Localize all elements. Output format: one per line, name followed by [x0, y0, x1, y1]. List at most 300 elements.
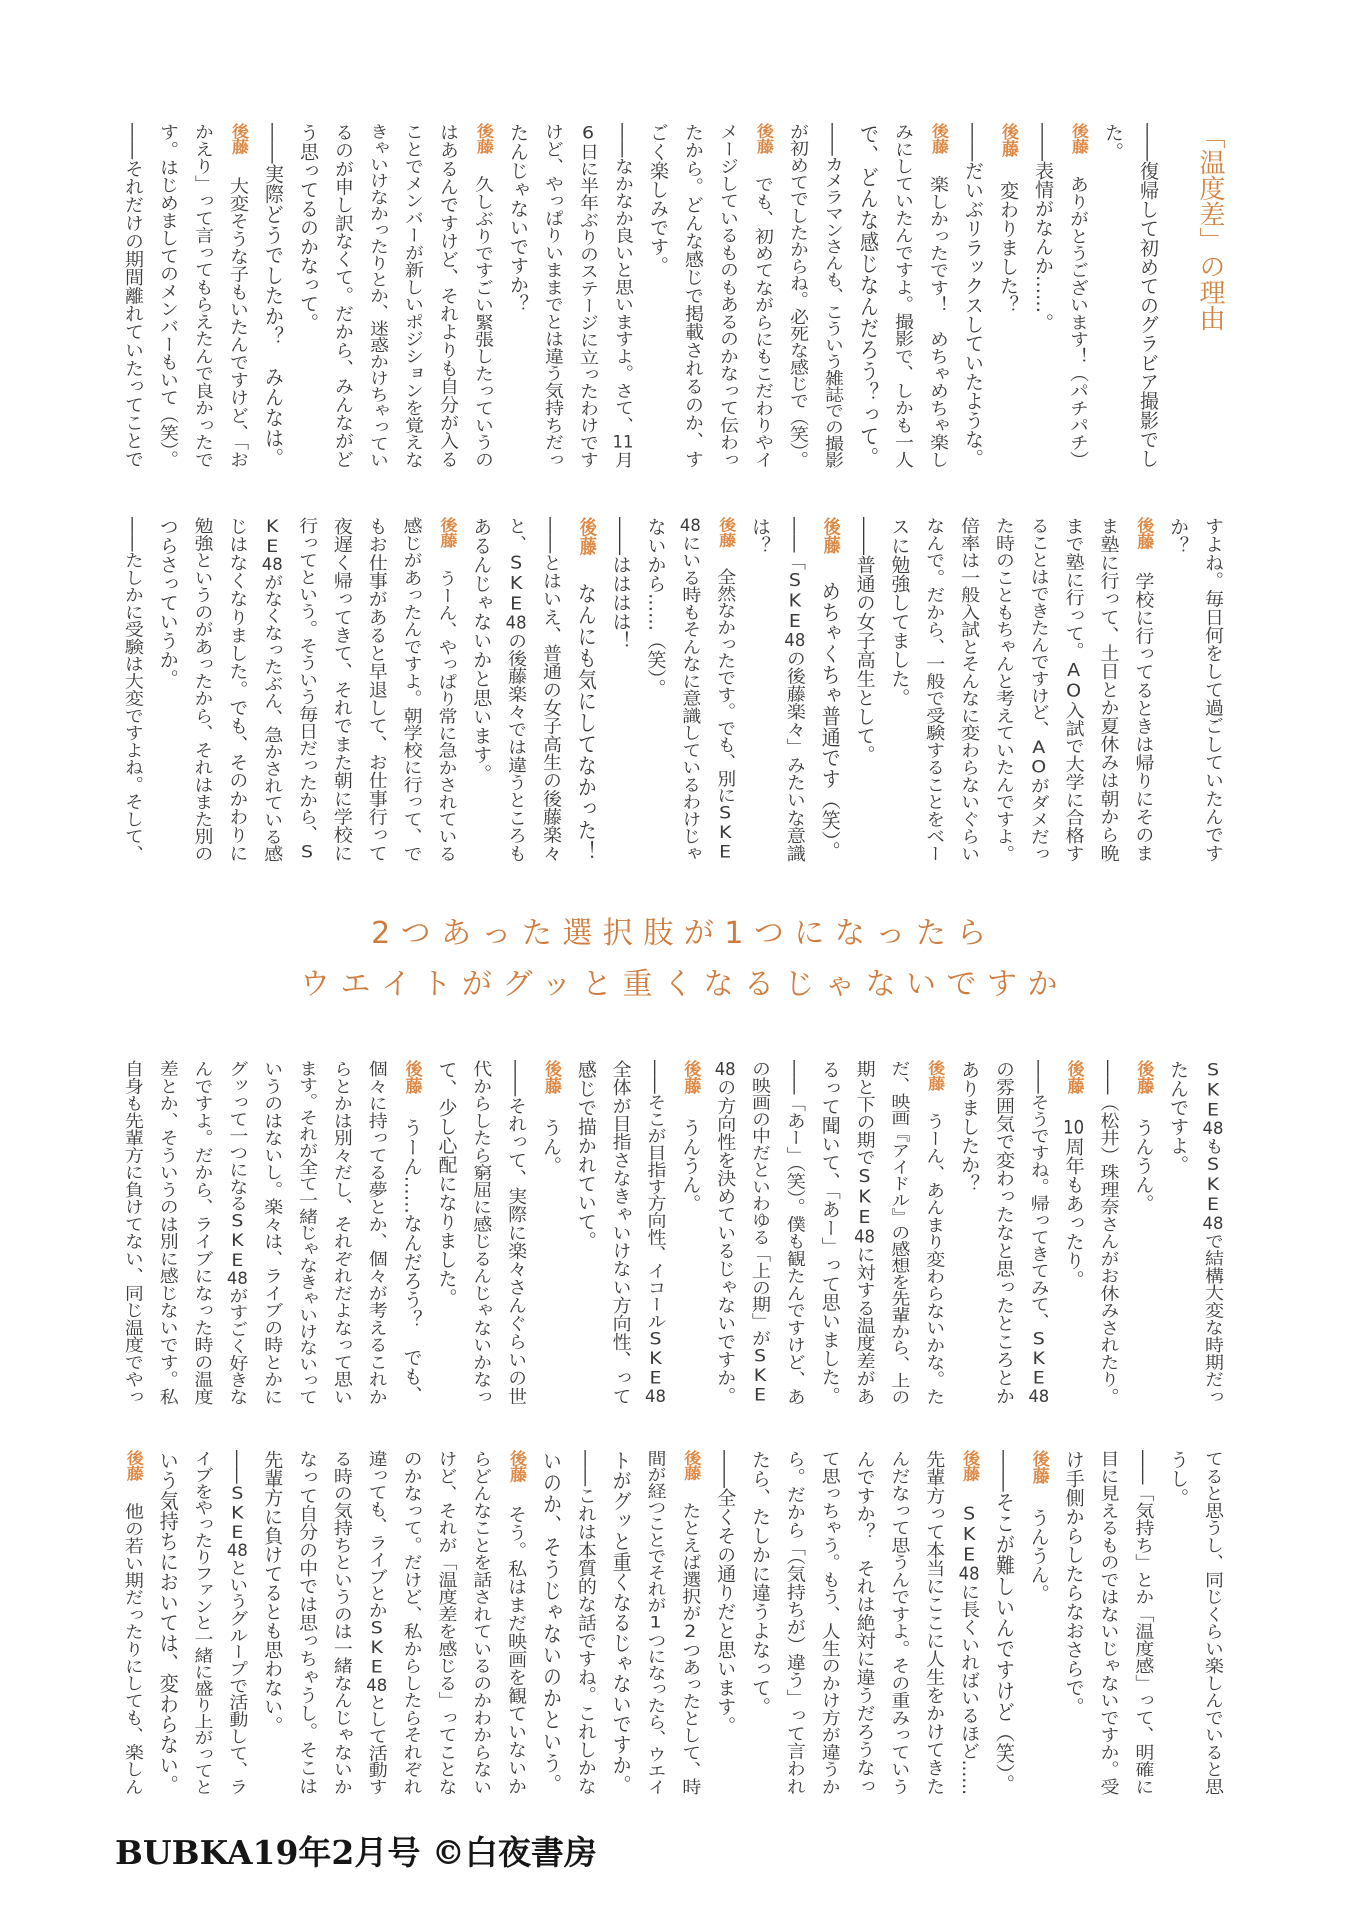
column-text: るって聞いて、「あー」って思いました。	[818, 1060, 841, 1405]
text-column	[1060, 123, 1095, 468]
speaker-label: 後藤	[1028, 1450, 1049, 1484]
column-line	[505, 1450, 527, 1795]
column-line	[540, 1060, 562, 1175]
column-line	[854, 1060, 876, 1405]
text-column	[1056, 517, 1091, 862]
column-text: ――はははは！	[609, 517, 632, 650]
column-line	[332, 123, 354, 468]
text-column	[1125, 1450, 1160, 1795]
column-line	[577, 123, 599, 468]
column-text: 目に見えるものではないじゃないですか。受	[1097, 1450, 1120, 1795]
column-line	[1132, 1450, 1154, 1795]
column-line	[122, 1060, 144, 1405]
text-column	[1125, 1060, 1160, 1405]
column-line	[714, 517, 736, 862]
text-tier-3	[115, 1060, 1230, 1405]
column-line	[261, 1450, 283, 1735]
column-text: のかなって。だけど、私からしたらそれぞれ	[400, 1450, 423, 1795]
speaker-label: 後藤	[228, 123, 248, 155]
column-text: だ、映画『アイドル』の感想を先輩から、上の	[888, 1060, 911, 1405]
text-column	[185, 123, 220, 468]
text-column	[986, 1060, 1021, 1405]
column-line	[261, 517, 283, 862]
column-line	[366, 517, 388, 862]
column-line	[507, 123, 529, 313]
column-line	[717, 123, 739, 468]
text-column	[463, 1060, 498, 1405]
column-line	[366, 1060, 388, 1405]
text-column	[742, 1450, 777, 1795]
column-text: ――なかなか良いと思いますよ。さて、11月	[612, 123, 634, 468]
text-column	[882, 1060, 917, 1405]
text-column	[1021, 517, 1056, 862]
column-text: うんうん。	[1132, 1118, 1155, 1213]
column-text: たら、たしかに違うよなって。	[749, 1450, 772, 1716]
column-text: ないから……（笑）。	[644, 517, 667, 698]
text-column	[1056, 1060, 1091, 1405]
column-text: 差とか、そういうのは別に感じないです。私	[156, 1060, 179, 1405]
text-column	[812, 517, 847, 895]
column-text: ことでメンバーが新しいポジションを覚えな	[402, 123, 424, 468]
column-line	[1028, 517, 1050, 862]
column-line	[540, 1450, 562, 1795]
text-column	[185, 1060, 220, 1405]
column-text: で、どんな感じなんだろう？って。	[857, 123, 879, 468]
text-tier-1	[115, 123, 1230, 468]
column-line	[1202, 1450, 1224, 1795]
column-text: うーん、やっぱり常に急かされている	[435, 569, 458, 862]
column-line	[227, 123, 249, 468]
text-column	[360, 123, 395, 468]
text-column	[324, 1450, 359, 1795]
text-column	[220, 1450, 255, 1795]
column-text: 全体が目指さなきゃいけない方向性、って	[609, 1060, 632, 1405]
column-line	[296, 1060, 318, 1405]
column-line	[1102, 123, 1124, 161]
column-line	[1028, 1450, 1050, 1603]
column-line	[575, 1060, 597, 1250]
column-text: スに勉強してました。	[888, 517, 911, 707]
text-column	[812, 1450, 847, 1795]
column-line	[784, 517, 806, 862]
column-text: ――そこが難しいんですけど（笑）。	[992, 1450, 1015, 1795]
column-text: た。	[1102, 123, 1124, 161]
text-column	[150, 123, 185, 468]
column-text: そう。私はまだ映画を観ていないか	[505, 1505, 528, 1795]
column-line	[157, 517, 179, 688]
text-column	[885, 123, 920, 468]
text-tier-2	[115, 517, 1230, 862]
column-text: いのか、そうじゃないのかという。	[539, 1450, 562, 1795]
text-column	[777, 517, 812, 862]
column-line	[331, 1450, 353, 1795]
column-text: たんですよ。	[1167, 1060, 1190, 1174]
speaker-label: 後藤	[715, 517, 736, 548]
column-text: の雰囲気で変わったなと思ったところとか	[992, 1060, 1015, 1405]
column-text: た時のこともちゃんと考えていたんですよ。	[992, 517, 1015, 862]
text-column	[185, 1450, 220, 1795]
text-column	[568, 517, 603, 907]
column-line	[610, 517, 632, 650]
column-text: うん。	[539, 1118, 562, 1175]
text-column	[745, 123, 780, 468]
column-text: 代からしたら窮屈に感じるんじゃないかなっ	[470, 1060, 493, 1405]
text-column	[150, 1450, 185, 1818]
column-text: ら。だから「（気持ちが）違う」って言われ	[783, 1450, 806, 1795]
column-text: ――表情がなんか……。	[1032, 123, 1054, 332]
column-text: SKE48に長くいればいるほど……	[958, 1503, 981, 1795]
column-line	[226, 1060, 248, 1405]
text-column	[990, 123, 1025, 468]
column-text: 学校に行ってるときは帰りにそのま	[1132, 572, 1155, 862]
column-line	[505, 517, 527, 862]
column-text: いうのはないし。楽々は、ライブの時とかに	[261, 1060, 284, 1405]
column-text: が初めてでしたからね。必死な感じで（笑）。	[787, 123, 809, 468]
text-column	[500, 123, 535, 468]
pull-quote-line-1: 2つあった選択肢が1つになったら	[371, 916, 997, 951]
column-text: KE48がなくなったぶん、急かされている感	[261, 517, 284, 862]
speaker-label: 後藤	[753, 123, 773, 154]
speaker-label: 後藤	[998, 123, 1018, 157]
column-text: けど、やっぱりいままでとは違う気持ちだっ	[542, 123, 564, 468]
text-column	[185, 517, 220, 862]
column-text: うんうん。	[679, 1118, 702, 1213]
column-line	[787, 123, 809, 468]
column-line	[645, 517, 667, 698]
text-column	[742, 1060, 777, 1405]
text-column	[920, 123, 955, 468]
column-line	[472, 123, 494, 468]
text-column	[847, 1060, 882, 1405]
column-text: かえり」って言ってもらえたんで良かったで	[192, 123, 214, 468]
text-column	[325, 123, 360, 468]
column-text: たんじゃないですか？	[507, 123, 529, 313]
column-line	[192, 1450, 214, 1795]
text-column	[394, 1060, 429, 1407]
column-text: 先輩方って本当にここに人生をかけてきた	[923, 1450, 946, 1795]
text-column	[603, 517, 638, 862]
text-column	[986, 1450, 1021, 1830]
column-text: うし。	[1167, 1450, 1190, 1507]
text-column	[710, 123, 745, 468]
text-column	[465, 123, 500, 468]
text-column	[916, 1450, 951, 1795]
column-text: うーん……なんだろう？ でも、	[400, 1118, 423, 1405]
text-column	[916, 1060, 951, 1405]
column-line	[331, 517, 353, 862]
text-column	[603, 1450, 638, 1818]
text-column	[951, 1060, 986, 1405]
speaker-label: 後藤	[1133, 517, 1154, 550]
column-text: うーん、あんまり変わらないかな。た	[923, 1112, 946, 1405]
column-line	[261, 1060, 283, 1405]
text-column	[150, 517, 185, 862]
column-line	[993, 1450, 1015, 1795]
column-text: 行ってという。そういう毎日だったから、S	[296, 517, 319, 862]
speaker-label: 後藤	[575, 517, 596, 556]
column-line	[542, 123, 564, 468]
column-line	[1132, 517, 1154, 862]
column-text: なって自分の中では思っちゃうし。そこは	[296, 1450, 319, 1795]
column-text: いう気持ちにおいては、変わらない。	[156, 1450, 179, 1795]
text-column	[570, 123, 605, 468]
text-column	[324, 1060, 359, 1405]
column-text: 先輩方に負けてるとも思わない。	[261, 1450, 284, 1735]
column-text: す。はじめましてのメンバーもいて（笑）。	[157, 123, 179, 468]
text-column	[951, 1450, 986, 1795]
text-column	[498, 1060, 533, 1405]
column-text: 変わりました？	[997, 181, 1019, 314]
column-text: ――カメラマンさんも、こういう雑誌での撮影	[822, 123, 844, 468]
text-column	[638, 1060, 673, 1405]
column-line	[993, 1060, 1015, 1405]
text-column	[673, 517, 708, 862]
column-line	[647, 123, 669, 275]
column-line	[262, 123, 284, 468]
text-column	[1160, 517, 1195, 862]
text-column	[812, 1060, 847, 1405]
column-line	[612, 123, 634, 468]
text-column	[115, 123, 150, 468]
text-column	[463, 517, 498, 862]
text-column	[429, 517, 464, 862]
column-text: SKE48もSKE48で結構大変な時期だっ	[1202, 1060, 1224, 1405]
column-line	[923, 1060, 945, 1405]
column-text: けど、それが「温度差を感じる」ってことな	[435, 1450, 458, 1795]
column-line	[192, 1060, 214, 1405]
column-text: て、少し心配になりました。	[435, 1060, 458, 1307]
text-column	[429, 1450, 464, 1795]
column-line	[435, 1060, 457, 1307]
column-line	[157, 1060, 179, 1405]
column-line	[157, 1450, 179, 1795]
column-text: メージしているものもあるのかなって伝わっ	[717, 123, 739, 468]
column-text: け手側からしたらなおさらで。	[1062, 1450, 1085, 1716]
text-column	[115, 1060, 150, 1405]
column-line	[122, 123, 144, 468]
column-text: グッって一つになるSKE48がすごく好きな	[226, 1060, 249, 1405]
column-line	[923, 1450, 945, 1795]
speaker-label: 後藤	[680, 1060, 701, 1094]
column-text: ――これは本質的な話ですね。これしかな	[574, 1450, 597, 1795]
column-line	[1028, 1060, 1050, 1405]
column-text: ――SKE48というグループで活動して、ラ	[226, 1450, 249, 1795]
column-line	[819, 517, 841, 862]
text-column	[815, 123, 850, 468]
text-column	[1195, 1060, 1230, 1405]
text-column	[986, 517, 1021, 862]
text-column	[777, 1450, 812, 1795]
column-line	[610, 1450, 632, 1795]
column-text: ――普通の女子高生として。	[853, 517, 876, 764]
column-line	[401, 517, 423, 862]
column-text: ――「気持ち」とか「温度感」って、明確に	[1132, 1450, 1155, 1795]
column-line	[505, 1060, 527, 1405]
column-text: ――たしかに受験は大変ですよね。そして、	[121, 517, 144, 862]
column-text: ま塾に行って、土日とか夏休みは朝から晩	[1097, 517, 1120, 862]
column-line	[1202, 1060, 1224, 1405]
column-text: ――そこが目指す方向性、イコールSKE48	[644, 1060, 667, 1405]
column-line	[540, 517, 562, 862]
column-line	[575, 1450, 597, 1795]
column-text: 10周年もあったり。	[1062, 1118, 1085, 1289]
column-text: ます。それが全て一緒じゃなきゃいけないって	[296, 1060, 319, 1405]
column-line	[226, 517, 248, 862]
text-column	[533, 1450, 568, 1842]
speaker-label: 後藤	[1133, 1060, 1154, 1094]
speaker-label: 後藤	[436, 517, 457, 548]
column-text: まで塾に行って。AO入試で大学に合格す	[1062, 517, 1085, 862]
column-text: 違っても、ライブとかSKE48として活動す	[365, 1450, 388, 1795]
column-line	[226, 1450, 248, 1795]
text-column	[1125, 517, 1160, 862]
column-text: じはなくなりました。でも、そのかわりに	[226, 517, 249, 862]
column-line	[749, 1060, 771, 1405]
column-text: てると思うし、同じくらい楽しんでいると思	[1202, 1450, 1224, 1795]
speaker-label: 後藤	[506, 1450, 527, 1483]
column-line	[958, 1060, 980, 1193]
text-column	[359, 517, 394, 862]
column-text: 期と下の期でSKE48に対する温度差があ	[853, 1060, 876, 1405]
column-text: めちゃくちゃ普通です（笑）。	[818, 580, 841, 862]
column-line	[470, 1060, 492, 1405]
column-text: なんで。だから、一般で受験することをベー	[923, 517, 946, 862]
column-text: ――そうですね。帰ってきてみて、SKE48	[1027, 1060, 1050, 1405]
column-line	[192, 517, 214, 862]
speaker-label: 後藤	[680, 1450, 701, 1481]
column-text: なんにも気にしてなかった！	[574, 582, 597, 862]
column-text: ――（松井）珠理奈さんがお休みされたり。	[1097, 1060, 1120, 1405]
column-line	[1167, 1450, 1189, 1507]
column-line	[854, 517, 876, 764]
column-line	[297, 123, 319, 332]
column-line	[997, 123, 1019, 314]
column-line	[822, 123, 844, 468]
speaker-label: 後藤	[540, 1060, 561, 1094]
text-column	[605, 123, 640, 468]
column-line	[1202, 517, 1224, 862]
text-column	[463, 1450, 498, 1795]
column-line	[575, 517, 597, 862]
column-text: 久しぶりですごい緊張したっていうの	[472, 175, 494, 468]
column-text: る時の気持ちというのは一緒なんじゃないか	[330, 1450, 353, 1795]
text-column	[1021, 1450, 1056, 1795]
column-text: ――「あー」（笑）。僕も観たんですけど、あ	[783, 1060, 806, 1405]
text-column	[429, 1060, 464, 1405]
column-line	[435, 1450, 457, 1795]
text-column	[150, 1060, 185, 1405]
text-column	[1130, 123, 1165, 471]
text-column	[1091, 1060, 1126, 1405]
column-line	[1097, 1450, 1119, 1795]
column-line	[784, 1060, 806, 1405]
column-line	[192, 123, 214, 468]
column-text: ――とはいえ、普通の女子高生の後藤楽々	[539, 517, 562, 862]
column-line	[1097, 517, 1119, 862]
footer-credit: BUBKA19年2月号 ©白夜書房	[115, 1833, 597, 1872]
column-line	[993, 517, 1015, 862]
column-line	[888, 517, 910, 707]
column-text: んですよ。だから、ライブになった時の温度	[191, 1060, 214, 1405]
column-line	[296, 517, 318, 862]
speaker-label: 後藤	[924, 1060, 945, 1091]
column-text: 夜遅く帰ってきて、それでまた朝に学校に	[330, 517, 353, 862]
column-line	[749, 517, 771, 555]
column-line	[1067, 123, 1089, 468]
column-line	[157, 123, 179, 468]
column-text: 感じがあったんですよ。朝学校に行って、で	[400, 517, 423, 862]
column-text: でも、初めてながらにもこだわりやイ	[752, 175, 774, 468]
column-text: ――だいぶリラックスしていたような。	[962, 123, 984, 468]
column-text: つらさっていうか。	[156, 517, 179, 688]
column-line	[819, 1450, 841, 1795]
column-line	[437, 123, 459, 468]
column-text: ることはできたんですけど、AOがダメだっ	[1027, 517, 1050, 862]
column-line	[470, 517, 492, 783]
text-column	[254, 1060, 289, 1405]
column-text: たから。どんな感じで掲載されるのか、す	[682, 123, 704, 468]
column-line	[1063, 1450, 1085, 1716]
column-line	[819, 1060, 841, 1405]
text-column	[254, 517, 289, 862]
text-column	[603, 1060, 638, 1405]
column-text: か？	[1167, 517, 1190, 555]
text-column	[1021, 1060, 1056, 1405]
column-line	[923, 517, 945, 862]
column-text: るのが申し訳なくて。だから、みんながど	[332, 123, 354, 468]
speaker-label: 後藤	[819, 517, 840, 555]
column-text: トがグッと重くなるじゃないですか。	[609, 1450, 632, 1795]
pull-quote	[0, 908, 1348, 1010]
column-line	[470, 1450, 492, 1795]
text-column	[568, 1450, 603, 1795]
column-text: 楽しかったです！ めちゃめちゃ楽し	[927, 175, 949, 468]
column-line	[1137, 123, 1159, 468]
section-heading: 「温度差」の理由	[1195, 123, 1225, 331]
text-column	[430, 123, 465, 468]
column-line	[402, 123, 424, 468]
column-text: 勉強というのがあったから、それはまた別の	[191, 517, 214, 862]
text-column	[640, 123, 675, 468]
column-text: ごく楽しみです。	[647, 123, 669, 275]
column-line	[1097, 1060, 1119, 1405]
column-line	[401, 1060, 423, 1405]
text-column	[395, 123, 430, 468]
text-column	[850, 123, 885, 515]
column-line	[435, 517, 457, 862]
column-text: 大変そうな子もいたんですけど、「お	[227, 176, 249, 468]
text-column	[568, 1060, 603, 1405]
column-text: 6日に半年ぶりのステージに立ったわけです	[577, 123, 599, 468]
text-column	[359, 1450, 394, 1795]
text-column	[1056, 1450, 1091, 1795]
text-column	[638, 1450, 673, 1795]
column-text: すよね。毎日何をして過ごしていたんです	[1202, 517, 1224, 862]
text-column	[780, 123, 815, 468]
column-text: きゃいけなかったりとか、迷惑かけちゃってい	[367, 123, 389, 468]
column-line	[927, 123, 949, 468]
column-line	[854, 1450, 876, 1795]
column-text: の映画の中だといわゆる「上の期」がSKE	[749, 1060, 772, 1405]
speaker-label: 後藤	[401, 1060, 422, 1095]
column-text: ――「SKE48の後藤楽々」みたいな意識	[783, 517, 806, 862]
column-line	[857, 123, 879, 468]
pull-quote-line-2: ウエイトがグッと重くなるじゃないですか	[300, 967, 1068, 1002]
column-line	[888, 1060, 910, 1405]
text-column	[394, 517, 429, 862]
text-column	[673, 1450, 708, 1795]
column-text: 倍率は一般入試とそんなに変わらないぐらい	[958, 517, 981, 862]
